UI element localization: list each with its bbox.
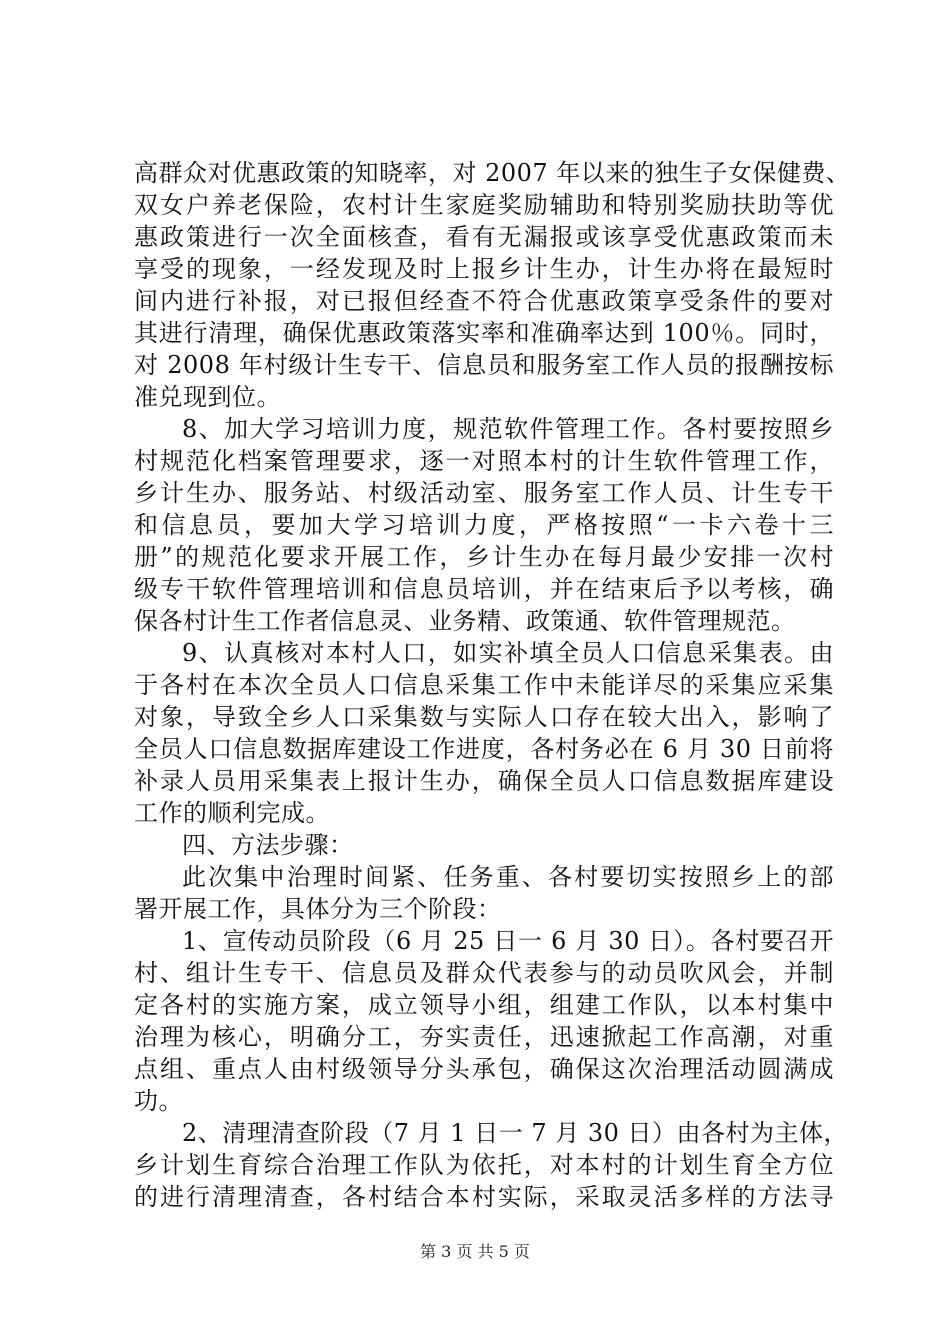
text-line: 全员人口信息数据库建设工作进度，各村务必在 6 月 30 日前将 [134, 735, 834, 763]
text-line: 双女户养老保险，农村计生家庭奖励辅助和特别奖励扶助等优 [134, 191, 834, 219]
document-body [134, 157, 851, 1213]
text-line: 间内进行补报，对已报但经查不符合优惠政策享受条件的要对 [134, 287, 834, 315]
text-line: 治理为核心，明确分工，夯实责任，迅速掀起工作高潮，对重 [134, 1023, 834, 1051]
text-line: 对 2008 年村级计生专干、信息员和服务室工作人员的报酬按标 [134, 351, 834, 379]
text-line: 其进行清理，确保优惠政策落实率和准确率达到 100％。同时， [134, 319, 834, 347]
paragraph-heading-9: 9、认真核对本村人口，如实补填全员人口信息采集表。由 [182, 639, 834, 667]
text-line: 补录人员用采集表上报计生办，确保全员人口信息数据库建设 [134, 767, 834, 795]
section-heading: 四、方法步骤： [182, 831, 354, 859]
text-line: 保各村计生工作者信息灵、业务精、政策通、软件管理规范。 [134, 607, 796, 635]
paragraph-step-2: 2、清理清查阶段（7 月 1 日一 7 月 30 日）由各村为主体， [182, 1119, 849, 1147]
page-number-footer: 第 3 页 共 5 页 [420, 1242, 530, 1261]
text-line: 的进行清理清查，各村结合本村实际，采取灵活多样的方法寻 [134, 1183, 834, 1211]
text-line: 此次集中治理时间紧、任务重、各村要切实按照乡上的部 [182, 863, 834, 891]
text-line: 署开展工作，具体分为三个阶段： [134, 895, 502, 923]
text-line: 乡计划生育综合治理工作队为依托，对本村的计划生育全方位 [134, 1151, 834, 1179]
paragraph-heading-8: 8、加大学习培训力度，规范软件管理工作。各村要按照乡 [182, 415, 834, 443]
text-line: 村规范化档案管理要求，逐一对照本村的计生软件管理工作， [134, 447, 834, 475]
text-line: 和信息员，要加大学习培训力度，严格按照“一卡六卷十三 [134, 511, 834, 539]
text-line: 点组、重点人由村级领导分头承包，确保这次治理活动圆满成 [134, 1055, 834, 1083]
paragraph-step-1: 1、宣传动员阶段（6 月 25 日一 6 月 30 日）。各村要召开 [182, 927, 834, 955]
text-line: 村、组计生专干、信息员及群众代表参与的动员吹风会，并制 [134, 959, 834, 987]
text-line: 享受的现象，一经发现及时上报乡计生办，计生办将在最短时 [134, 255, 834, 283]
text-line: 级专干软件管理培训和信息员培训，并在结束后予以考核，确 [134, 575, 834, 603]
text-line: 惠政策进行一次全面核查，看有无漏报或该享受优惠政策而未 [134, 223, 834, 251]
text-line: 乡计生办、服务站、村级活动室、服务室工作人员、计生专干 [134, 479, 834, 507]
text-line: 定各村的实施方案，成立领导小组，组建工作队，以本村集中 [134, 991, 834, 1019]
text-line: 对象，导致全乡人口采集数与实际人口存在较大出入，影响了 [134, 703, 834, 731]
text-line: 高群众对优惠政策的知晓率，对 2007 年以来的独生子女保健费、 [134, 159, 851, 187]
text-line: 准兑现到位。 [134, 383, 281, 411]
text-line: 册”的规范化要求开展工作，乡计生办在每月最少安排一次村 [134, 543, 834, 571]
text-line: 于各村在本次全员人口信息采集工作中未能详尽的采集应采集 [134, 671, 834, 699]
text-line: 工作的顺利完成。 [134, 799, 330, 827]
text-line: 功。 [134, 1087, 183, 1115]
